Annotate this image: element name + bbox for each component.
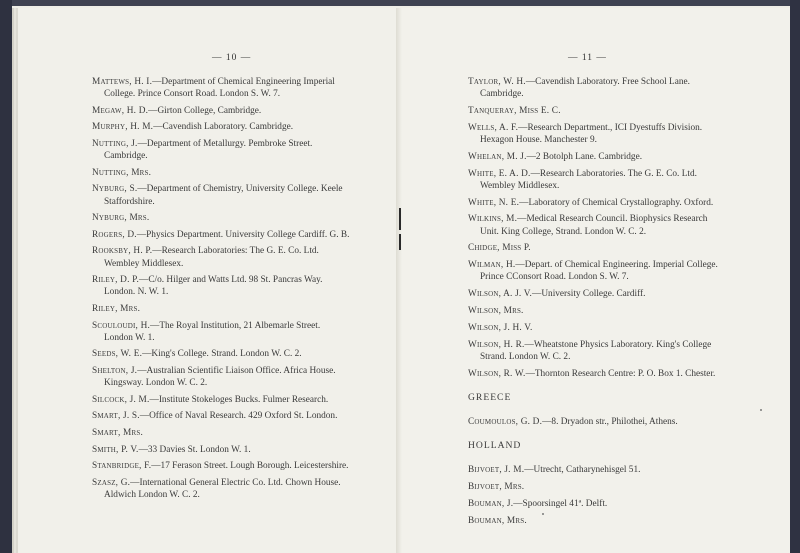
member-name: Riley, Mrs. (92, 303, 141, 314)
directory-entry (468, 259, 720, 283)
member-address: —Department of Chemistry, University College. Keele Staffordshire. (104, 184, 343, 207)
member-name: Seeds, W. E. (92, 349, 143, 360)
directory-entry (92, 410, 350, 422)
member-address: —International General Electric Co. Ltd. Chown House. Aldwich London W. C. 2. (104, 477, 341, 500)
directory-entry (92, 245, 350, 269)
directory-entry (468, 288, 720, 300)
directory-entry (92, 121, 350, 133)
directory-entry (468, 197, 720, 209)
directory-entry (92, 348, 350, 360)
directory-entry (92, 303, 350, 315)
member-name: Wells, A. F. (468, 122, 519, 133)
member-name: Riley, D. P. (92, 275, 140, 286)
member-name: White, N. E. (468, 197, 520, 208)
member-name: Taylor, W. H. (468, 77, 526, 87)
directory-entry (92, 105, 350, 117)
directory-entry (468, 76, 720, 100)
directory-entry (92, 138, 350, 162)
member-address: —The Royal Institution, 21 Albemarle Street. London W. 1. (104, 320, 321, 343)
member-name: Whelan, M. J. (468, 151, 527, 162)
directory-entry (468, 464, 720, 476)
member-name: Wilson, A. J. V. (468, 289, 533, 300)
left-directory-column (92, 76, 350, 506)
member-address: —Thornton Research Centre: P. O. Box 1. Chester. (525, 368, 716, 379)
directory-entry (92, 76, 350, 100)
member-name: Scouloudi, H. (92, 320, 151, 331)
member-name: Mattews, H. I. (92, 77, 153, 87)
member-address: —Girton College, Cambridge. (148, 105, 262, 116)
directory-entry (92, 274, 350, 298)
book-gutter (396, 8, 402, 553)
member-address: —Physics Department. University College Cardiff. G. B. (136, 229, 350, 240)
directory-entry (92, 229, 350, 241)
member-name: Bouman, J. (468, 498, 514, 509)
member-address: —8. Dryadon str., Philothei, Athens. (542, 416, 678, 427)
member-address: —17 Ferason Street. Lough Borough. Leicestershire. (151, 461, 349, 472)
page-number-right: — 11 — (568, 53, 607, 63)
binding-mark-top (399, 208, 401, 230)
directory-entry (92, 365, 350, 389)
scan-background-left (0, 0, 12, 553)
member-address: —Utrecht, Catharynehisgel 51. (524, 465, 641, 476)
member-address: —Wheatstone Physics Laboratory. King's College Strand. London W. C. 2. (480, 339, 712, 362)
member-address: —33 Davies St. London W. 1. (138, 444, 251, 455)
directory-entry (468, 105, 720, 117)
member-name: Chidge, Miss P. (468, 243, 531, 254)
paper-speck (760, 409, 762, 411)
member-name: Tanqueray, Miss E. C. (468, 106, 561, 116)
directory-entry (468, 242, 720, 254)
member-name: Megaw, H. D. (92, 105, 149, 116)
member-name: Bouman, Mrs. (468, 515, 527, 526)
directory-entry (92, 460, 350, 472)
member-address: —Research Laboratories. The G. E. Co. Ltd. Wembley Middlesex. (480, 168, 697, 191)
directory-entry (92, 167, 350, 179)
scan-background-right (790, 0, 800, 553)
directory-entry (92, 477, 350, 501)
member-address: —2 Botolph Lane. Cambridge. (526, 151, 643, 162)
member-name: Smith, P. V. (92, 444, 139, 455)
member-address: —Medical Research Council. Biophysics Research Unit. King College, Strand. London W. C. 2. (480, 214, 708, 237)
member-address: —Department of Chemical Engineering Imperial College. Prince Consort Road. London S. W. 7. (104, 77, 335, 100)
member-name: Rogers, D. (92, 229, 137, 240)
directory-entry (468, 498, 720, 510)
member-name: Shelton, J. (92, 365, 138, 376)
directory-entry (92, 444, 350, 456)
directory-entry (468, 305, 720, 317)
directory-entry (468, 213, 720, 237)
member-address: —Research Laboratories: The G. E. Co. Ltd. Wembley Middlesex. (104, 246, 319, 269)
member-address: —Depart. of Chemical Engineering. Imperial College. Prince CConsort Road. London S. W. 7. (480, 260, 718, 283)
member-name: Wilson, J. H. V. (468, 322, 533, 333)
directory-entry (92, 427, 350, 439)
directory-entry (468, 481, 720, 493)
member-address: —Cavendish Laboratory. Cambridge. (153, 122, 294, 133)
member-name: Smart, J. S. (92, 411, 140, 422)
directory-entry (92, 183, 350, 207)
member-name: Murphy, H. M. (92, 122, 154, 133)
member-name: Coumoulos, G. D. (468, 416, 543, 427)
member-name: Smart, Mrs. (92, 427, 143, 438)
directory-entry (468, 416, 720, 428)
member-name: Nutting, J. (92, 138, 138, 149)
directory-entry (468, 368, 720, 380)
member-name: White, E. A. D. (468, 168, 531, 179)
member-name: Rooksby, H. P. (92, 246, 153, 257)
member-name: Stanbridge, F. (92, 461, 152, 472)
member-name: Silcock, J. M. (92, 394, 150, 405)
country-heading: GREECE (468, 391, 512, 403)
member-address: —Research Department., ICI Dyestuffs Division. Hexagon House. Manchester 9. (480, 122, 703, 145)
directory-entry (468, 168, 720, 192)
directory-entry (468, 151, 720, 163)
member-name: Nyburg, Mrs. (92, 213, 150, 224)
member-address: —King's College. Strand. London W. C. 2. (142, 349, 302, 360)
directory-entry (92, 394, 350, 406)
directory-entry (92, 212, 350, 224)
directory-entry (468, 122, 720, 146)
directory-entry (468, 515, 720, 527)
member-address: —Institute Stokeloges Bucks. Fulmer Research. (149, 394, 329, 405)
member-address: —Office of Naval Research. 429 Oxford St. London. (139, 411, 338, 422)
country-heading: HOLLAND (468, 440, 522, 452)
member-name: Nyburg, S. (92, 184, 138, 195)
directory-entry (92, 320, 350, 344)
member-name: Wilson, H. R. (468, 339, 525, 350)
member-name: Wilman, H. (468, 260, 516, 271)
page-number-left: — 10 — (212, 53, 252, 63)
member-name: Nutting, Mrs. (92, 167, 152, 178)
member-address: —Laboratory of Chemical Crystallography. Oxford. (519, 197, 714, 208)
directory-entry (468, 322, 720, 334)
member-address: —Cavendish Laboratory. Free School Lane. Cambridge. (480, 77, 690, 100)
member-name: Wilson, R. W. (468, 368, 526, 379)
member-name: Bijvoet, Mrs. (468, 482, 525, 493)
member-name: Wilkins, M. (468, 214, 518, 225)
member-name: Szasz, G. (92, 477, 131, 488)
binding-mark-bottom (399, 234, 401, 250)
member-address: —Spoorsingel 41ª. Delft. (513, 498, 608, 509)
member-address: —University College. Cardiff. (532, 289, 646, 300)
member-address: —Australian Scientific Liaison Office. Africa House. Kingsway. London W. C. 2. (104, 365, 336, 389)
member-name: Wilson, Mrs. (468, 305, 524, 316)
member-name: Bijvoet, J. M. (468, 465, 525, 476)
directory-entry (468, 339, 720, 363)
right-directory-column (468, 76, 720, 532)
member-address: —C/o. Hilger and Watts Ltd. 98 St. Pancras Way. London. N. W. 1. (104, 275, 323, 298)
member-address: —Department of Metallurgy. Pembroke Street. Cambridge. (104, 138, 313, 162)
